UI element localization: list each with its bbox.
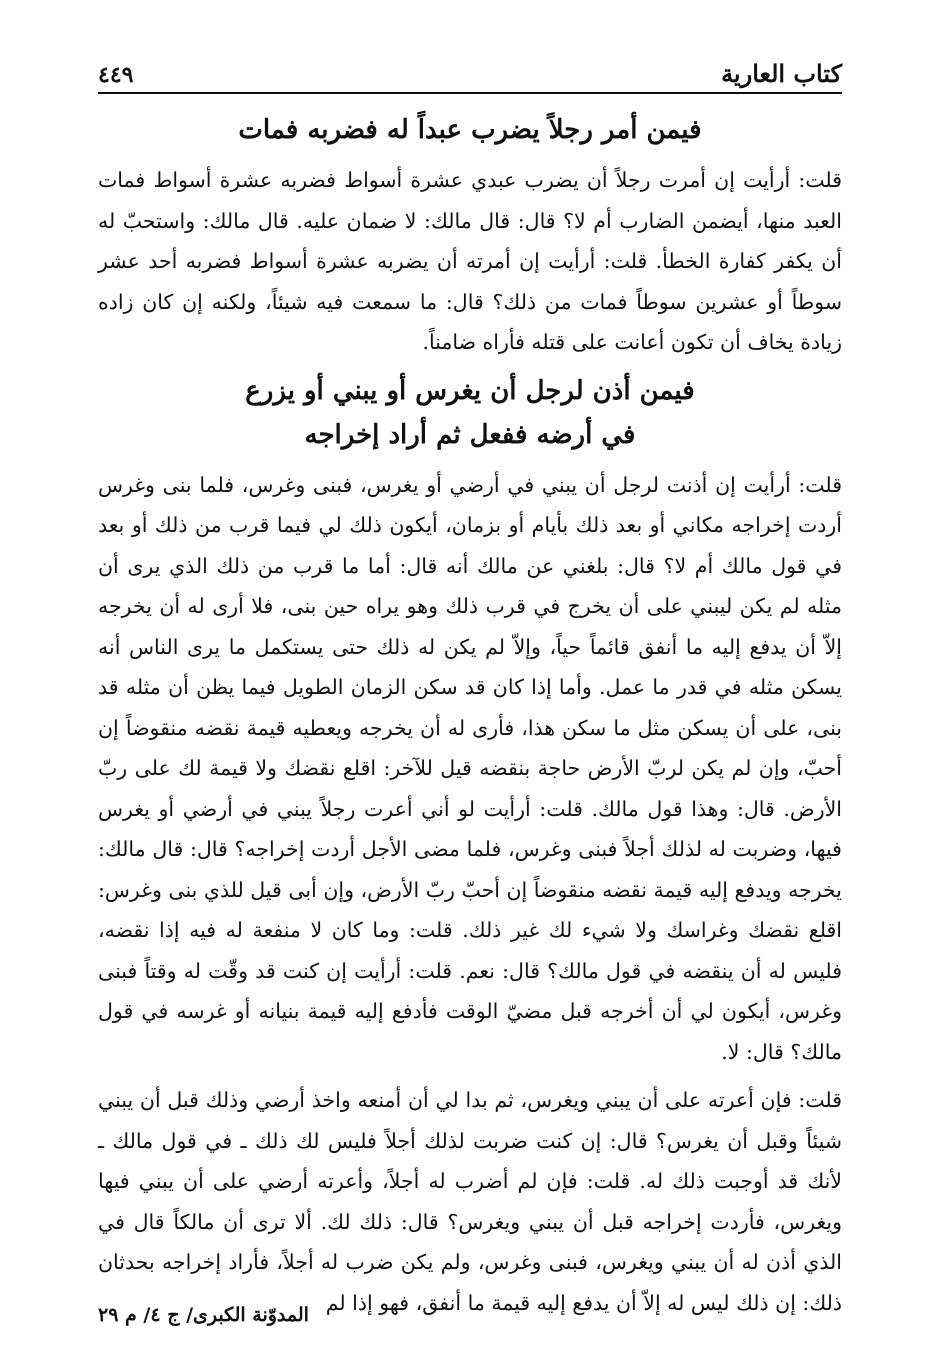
running-header (98, 52, 842, 88)
heading-line: في أرضه ففعل ثم أراد إخراجه (304, 419, 636, 450)
section-heading (98, 369, 842, 457)
book-page (98, 52, 842, 1352)
heading-line: فيمن أذن لرجل أن يغرس أو يبني أو يزرع (245, 375, 695, 406)
page-number: ٤٤٩ (98, 62, 134, 88)
paragraph: قلت: فإن أعرته على أن يبني ويغرس، ثم بدا لي أن أمنعه واخذ أرضي وذلك قبل أن يبني شيئاً وقبل أن يغرس؟ قال: إن كنت ضربت لذلك أجلاً فليس لك ذلك ـ في قول مالك ـ لأنك قد أوجبت ذلك له. قلت: فإن لم أضرب له أجلاً، وأعرته أرضي على أن يبني فيها ويغرس، فأردت إخراجه قبل أن يبني ويغرس؟ قال: ذلك لك. ألا ترى أن مالكاً قال في الذي أذن له أن يبني ويغرس، فبنى وغرس، ولم يكن ضرب له أجلاً، فأراد إخراجه بحدثان ذلك: إن ذلك ليس له إلاّ أن يدفع إليه قيمة ما أنفق، فهو إذا لم (98, 1088, 842, 1315)
heading-line: فيمن أمر رجلاً يضرب عبداً له فضربه فمات (238, 115, 702, 145)
footer-signature (98, 1304, 842, 1326)
header-rule (98, 92, 842, 94)
book-title: كتاب العارية (721, 59, 842, 88)
paragraph: قلت: أرأيت إن أمرت رجلاً أن يضرب عبدي عشرة أسواط فضربه عشرة أسواط فمات العبد منها، أيضمن الضارب أم لا؟ قال: قال مالك: لا ضمان عليه. قال مالك: واستحبّ له أن يكفر كفارة الخطأ. قلت: أرأيت إن أمرته أن يضربه عشرة أسواط فضربه أحد عشر سوطاً أو عشرين سوطاً فمات من ذلك؟ قال: ما سمعت فيه شيئاً، ولكنه إن كان زاده زيادة يخاف أن تكون أعانت على قتله فأراه ضامناً. (98, 168, 842, 354)
paragraph: قلت: أرأيت إن أذنت لرجل أن يبني في أرضي أو يغرس، فبنى وغرس، فلما بنى وغرس أردت إخراجه مكاني أو بعد ذلك بأيام أو بزمان، أيكون ذلك لي فيما قرب من ذلك أو بعد في قول مالك أم لا؟ قال: بلغني عن مالك أنه قال: أما ما قرب من ذلك الذي يرى أن مثله لم يكن ليبني على أن يخرج في قرب ذلك وهو يراه حين بنى، فلا أرى له أن يخرجه إلاّ أن يدفع إليه ما أنفق قائماً حياً، وإلاّ لم يكن له ذلك حتى يستكمل ما يرى الناس أنه يسكن مثله في قدر ما عمل. وأما إذا كان قد سكن الزمان الطويل فيما يظن أن مثله قد بنى، على أن يسكن مثل ما سكن هذا، فأرى له أن يخرجه ويعطيه قيمة نقضه منقوضاً إن أحبّ، وإن لم يكن لربّ الأرض حاجة بنقضه قيل للآخر: اقلع نقضك ولا قيمة لك على ربّ الأرض. قال: وهذا قول مالك. قلت: أرأيت لو أني أعرت رجلاً يبني في أرضي أو يغرس فيها، وضربت له لذلك أجلاً فبنى وغرس، فلما مضى الأجل أردت إخراجه؟ قال: قال مالك: يخرجه ويدفع إليه قيمة نقضه منقوضاً إن أحبّ ربّ الأرض، وإن أبى قيل للذي بنى وغرس: اقلع نقضك وغراسك ولا شيء لك غير ذلك. قلت: وما كان لا منفعة له فيه إذا نقضه، فليس له أن ينقضه في قول مالك؟ قال: نعم. قلت: أرأيت إن كنت قد وقّت له وقتاً فبنى وغرس، أيكون لي أن أخرجه قبل مضيّ الوقت فأدفع إليه قيمة بنيانه أو غرسه في قول مالك؟ قال: لا. (98, 472, 842, 1064)
section-heading (98, 108, 842, 152)
signature-text: المدوّنة الكبرى/ ج ٤/ م ٢٩ (98, 1304, 309, 1326)
